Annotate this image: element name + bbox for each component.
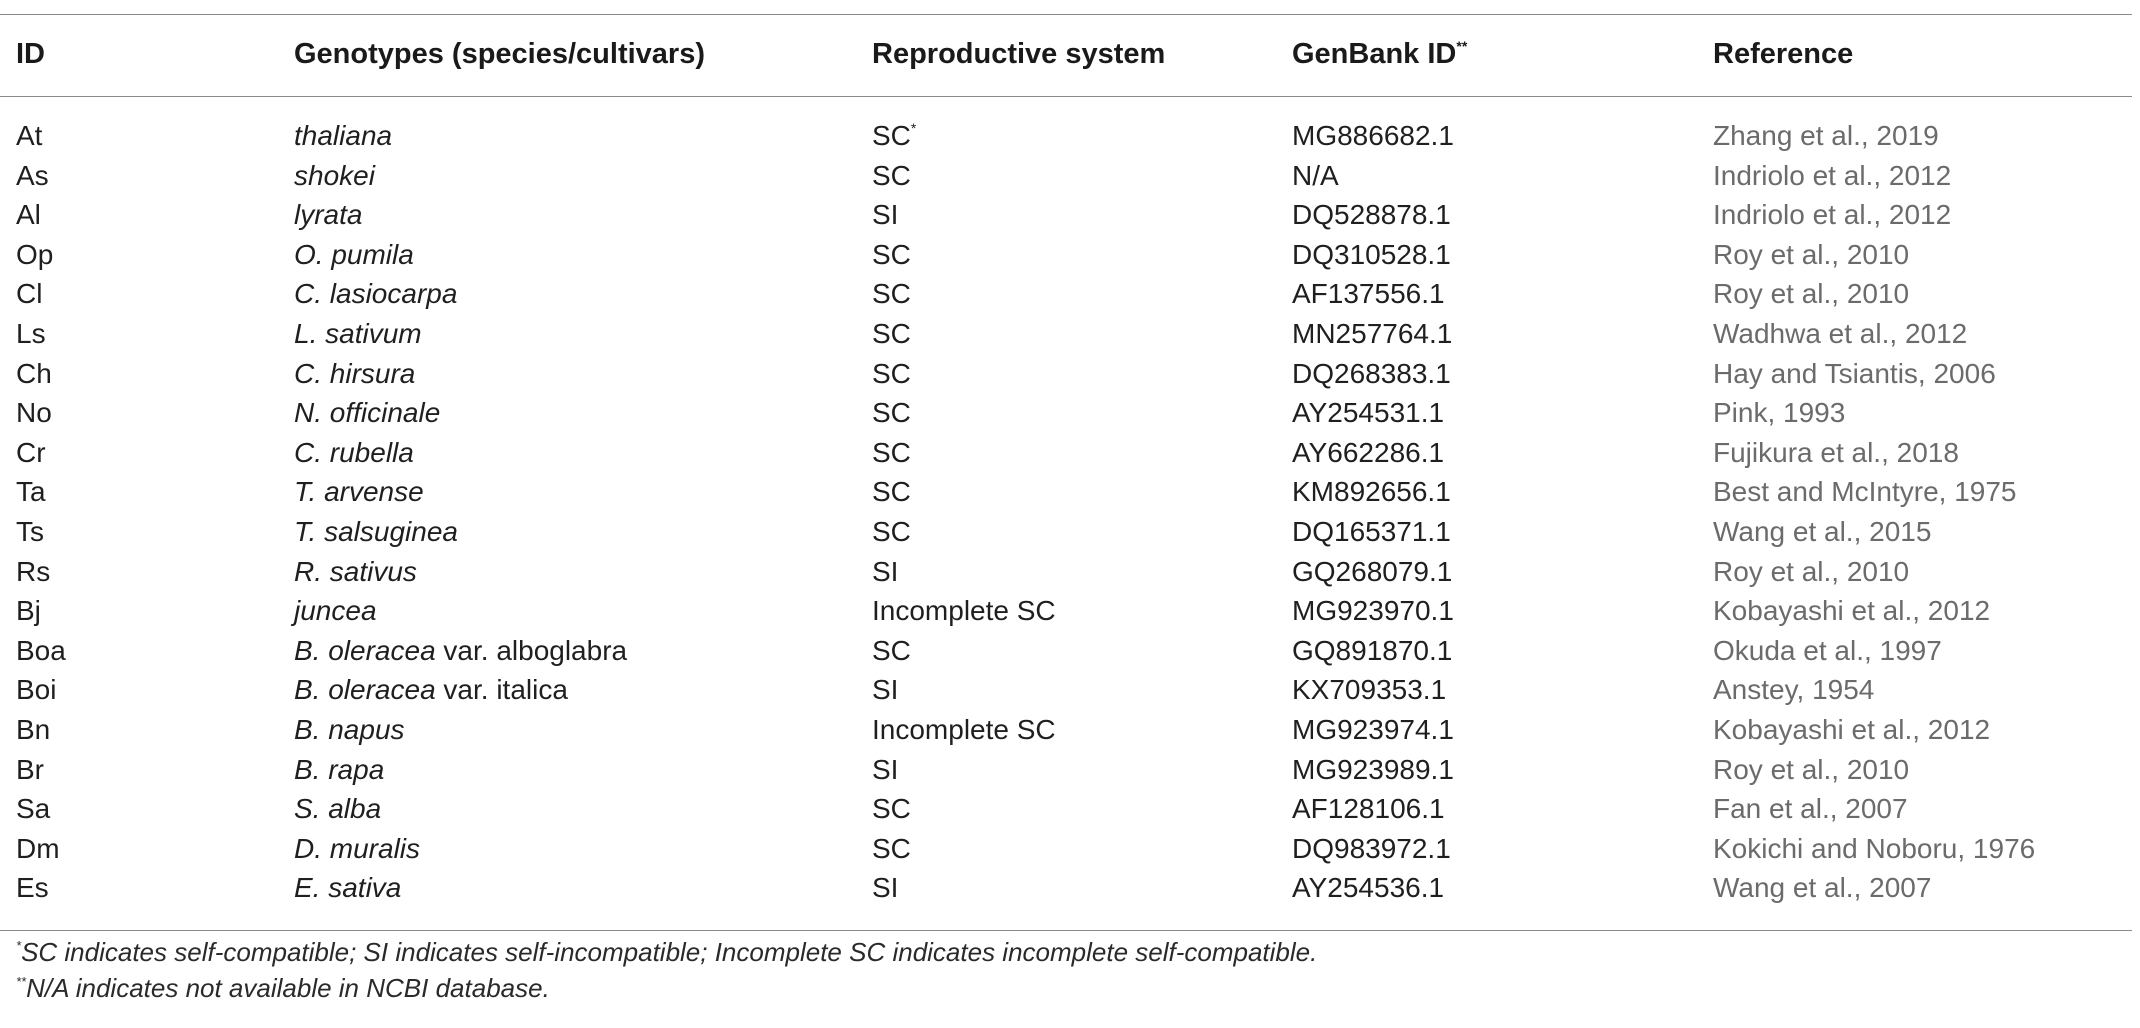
cell-genotype bbox=[294, 635, 627, 667]
cell-reproductive-system bbox=[872, 674, 898, 706]
cell-genbank-id: MG923974.1 bbox=[1292, 714, 1454, 745]
cell-reproductive-system bbox=[872, 397, 911, 429]
cell-genbank-id: MG886682.1 bbox=[1292, 120, 1454, 151]
cell-reproductive-value: SC bbox=[872, 476, 911, 508]
cell-genotype bbox=[294, 120, 392, 152]
cell-genbank-id: KM892656.1 bbox=[1292, 476, 1451, 508]
table-row bbox=[0, 674, 2132, 714]
cell-reproductive-system bbox=[872, 556, 898, 588]
cell-reproductive-system bbox=[872, 278, 911, 310]
cell-reproductive-system bbox=[872, 635, 911, 667]
cell-reference-link[interactable]: Fan et al., 2007 bbox=[1713, 793, 1908, 825]
cell-reference bbox=[1713, 635, 1942, 667]
cell-reference bbox=[1713, 160, 1951, 192]
cell-genotype bbox=[294, 358, 415, 390]
cell-genotype-species: lyrata bbox=[294, 199, 363, 231]
table-footnotes bbox=[16, 934, 1317, 1006]
cell-id: Ch bbox=[16, 357, 52, 389]
table-row bbox=[0, 754, 2132, 794]
cell-reproductive-value: SC bbox=[872, 634, 911, 666]
cell-genotype bbox=[294, 239, 414, 271]
cell-genotype bbox=[294, 754, 384, 786]
header-genotypes: Genotypes (species/cultivars) bbox=[294, 38, 705, 70]
cell-genbank-id: AY254536.1 bbox=[1292, 872, 1445, 904]
cell-id: Bj bbox=[16, 595, 41, 627]
cell-reference bbox=[1713, 476, 2017, 508]
cell-reproductive-system bbox=[872, 120, 916, 152]
cell-reference-link[interactable]: Wang et al., 2007 bbox=[1713, 872, 1932, 904]
cell-reference-link[interactable]: Kokichi and Noboru, 1976 bbox=[1713, 832, 2036, 864]
cell-reproductive-system bbox=[872, 239, 911, 271]
cell-reference-link[interactable]: Okuda et al., 1997 bbox=[1713, 634, 1942, 666]
cell-genotype-species: S. alba bbox=[294, 793, 382, 825]
cell-genbank-id: KX709353.1 bbox=[1292, 674, 1447, 706]
footnote-1-text: SC indicates self-compatible; SI indicates self-incompatible; Incomplete SC indicates incomplete self-compatible. bbox=[21, 937, 1318, 967]
cell-genbank-id: DQ165371.1 bbox=[1292, 516, 1451, 547]
cell-reproductive-value: SC bbox=[872, 832, 911, 864]
cell-id: Ls bbox=[16, 318, 46, 349]
cell-reproductive-system bbox=[872, 358, 911, 390]
table-row bbox=[0, 476, 2132, 516]
table-row bbox=[0, 556, 2132, 596]
cell-genotype bbox=[294, 872, 401, 904]
cell-reproductive-value: Incomplete SC bbox=[872, 595, 1056, 627]
cell-reference-link[interactable]: Kobayashi et al., 2012 bbox=[1713, 714, 1991, 745]
cell-reference bbox=[1713, 556, 1909, 588]
cell-reference bbox=[1713, 358, 1996, 390]
cell-reference bbox=[1713, 516, 1931, 548]
cell-id: Al bbox=[16, 199, 41, 231]
cell-genotype-species: T. arvense bbox=[294, 476, 424, 508]
cell-reproductive-value: SC bbox=[872, 516, 911, 547]
cell-genotype-species: T. salsuginea bbox=[294, 516, 458, 547]
cell-genotype-species: C. hirsura bbox=[294, 357, 416, 389]
cell-reference bbox=[1713, 239, 1909, 271]
cell-reproductive-value: SC bbox=[872, 793, 911, 825]
cell-genotype-species: shokei bbox=[294, 159, 375, 191]
header-genbank-marker: ** bbox=[1456, 38, 1468, 54]
cell-genbank-id: MG923970.1 bbox=[1292, 595, 1454, 627]
cell-reference bbox=[1713, 714, 1990, 746]
cell-genbank-id: AY662286.1 bbox=[1292, 436, 1445, 468]
cell-reference-link[interactable]: Wadhwa et al., 2012 bbox=[1713, 318, 1968, 349]
cell-id: Es bbox=[16, 872, 49, 904]
cell-genotype-species: juncea bbox=[294, 595, 377, 627]
cell-reference-link[interactable]: Kobayashi et al., 2012 bbox=[1713, 595, 1991, 627]
cell-id: Cr bbox=[16, 436, 46, 468]
cell-genotype bbox=[294, 437, 414, 469]
cell-reference bbox=[1713, 674, 1874, 706]
cell-reference bbox=[1713, 278, 1909, 310]
cell-reference-link[interactable]: Indriolo et al., 2012 bbox=[1713, 199, 1952, 231]
table-top-rule bbox=[0, 14, 2132, 15]
cell-genbank-id: DQ528878.1 bbox=[1292, 199, 1451, 231]
cell-reference bbox=[1713, 754, 1909, 786]
cell-reproductive-system bbox=[872, 714, 1056, 746]
cell-reproductive-value: Incomplete SC bbox=[872, 714, 1056, 745]
table-row bbox=[0, 437, 2132, 477]
table-row bbox=[0, 397, 2132, 437]
cell-id: Op bbox=[16, 238, 54, 270]
cell-reference-link[interactable]: Roy et al., 2010 bbox=[1713, 278, 1910, 310]
cell-genotype bbox=[294, 318, 422, 350]
cell-reproductive-value: SI bbox=[872, 753, 899, 785]
cell-reproductive-system bbox=[872, 516, 911, 548]
table-row bbox=[0, 635, 2132, 675]
cell-reproductive-system bbox=[872, 476, 911, 508]
cell-reference-link[interactable]: Best and McIntyre, 1975 bbox=[1713, 476, 2017, 508]
cell-reproductive-value: SC bbox=[872, 397, 911, 429]
cell-reproductive-system bbox=[872, 160, 911, 192]
cell-id: Boa bbox=[16, 634, 66, 666]
cell-genotype bbox=[294, 714, 405, 746]
cell-reproductive-system bbox=[872, 437, 911, 469]
cell-reference bbox=[1713, 318, 1967, 350]
table-row bbox=[0, 793, 2132, 833]
cell-reference bbox=[1713, 872, 1931, 904]
cell-reproductive-value: SC bbox=[872, 436, 911, 468]
cell-genotype-species: B. rapa bbox=[294, 753, 385, 785]
cell-genotype-species: B. oleracea bbox=[294, 634, 436, 666]
cell-reference-link[interactable]: Indriolo et al., 2012 bbox=[1713, 159, 1952, 191]
cell-genotype-variety: var. italica bbox=[435, 674, 568, 706]
cell-genotype bbox=[294, 476, 424, 508]
footnote-2-text: N/A indicates not available in NCBI database. bbox=[26, 973, 550, 1003]
cell-genotype bbox=[294, 595, 377, 627]
cell-genotype-species: O. pumila bbox=[294, 238, 414, 270]
cell-genbank-id: AF137556.1 bbox=[1292, 278, 1445, 310]
header-reference: Reference bbox=[1713, 38, 1854, 70]
cell-id: Sa bbox=[16, 793, 51, 825]
cell-reproductive-value: SC bbox=[872, 120, 911, 151]
cell-genotype-species: C. rubella bbox=[294, 436, 414, 468]
table-row bbox=[0, 833, 2132, 873]
cell-id: As bbox=[16, 159, 49, 191]
footnote-1-marker: * bbox=[16, 938, 22, 953]
cell-genbank-id: MG923989.1 bbox=[1292, 753, 1454, 785]
cell-reference-link[interactable]: Roy et al., 2010 bbox=[1713, 753, 1910, 785]
cell-reference bbox=[1713, 397, 1845, 429]
cell-reference bbox=[1713, 437, 1959, 469]
cell-reproductive-system bbox=[872, 318, 911, 350]
cell-reproductive-system bbox=[872, 199, 898, 231]
cell-reference-link[interactable]: Roy et al., 2010 bbox=[1713, 555, 1910, 587]
cell-reproductive-marker: * bbox=[910, 120, 917, 136]
cell-genotype bbox=[294, 793, 381, 825]
cell-genotype-species: R. sativus bbox=[294, 555, 417, 587]
cell-genbank-id: DQ983972.1 bbox=[1292, 832, 1451, 864]
cell-reference-link[interactable]: Roy et al., 2010 bbox=[1713, 238, 1910, 270]
table-header-rule bbox=[0, 96, 2132, 97]
cell-reference bbox=[1713, 120, 1939, 152]
cell-reproductive-value: SC bbox=[872, 278, 911, 310]
table-row bbox=[0, 318, 2132, 358]
cell-genotype-species: E. sativa bbox=[294, 872, 402, 904]
cell-reference-link[interactable]: Pink, 1993 bbox=[1713, 397, 1846, 429]
header-genbank-id bbox=[1292, 38, 1467, 71]
table-row bbox=[0, 120, 2132, 160]
cell-genotype bbox=[294, 199, 362, 231]
cell-reproductive-system bbox=[872, 793, 911, 825]
cell-genbank-id: GQ268079.1 bbox=[1292, 555, 1453, 587]
cell-genbank-id: DQ310528.1 bbox=[1292, 238, 1451, 270]
cell-reference-link[interactable]: Wang et al., 2015 bbox=[1713, 516, 1932, 547]
footnote-2-marker: ** bbox=[16, 974, 27, 989]
cell-genotype-species: B. oleracea bbox=[294, 674, 436, 706]
cell-reference-link[interactable]: Anstey, 1954 bbox=[1713, 674, 1875, 706]
cell-reference-link[interactable]: Fujikura et al., 2018 bbox=[1713, 436, 1959, 468]
table-row bbox=[0, 872, 2132, 912]
cell-id: Bn bbox=[16, 714, 51, 745]
table-row bbox=[0, 160, 2132, 200]
cell-reproductive-value: SC bbox=[872, 357, 911, 389]
header-id: ID bbox=[16, 38, 45, 70]
table-bottom-rule bbox=[0, 930, 2132, 931]
table-row bbox=[0, 595, 2132, 635]
cell-reproductive-value: SI bbox=[872, 872, 899, 904]
cell-genotype bbox=[294, 674, 568, 706]
cell-genbank-id: AF128106.1 bbox=[1292, 793, 1445, 825]
cell-genotype-species: thaliana bbox=[294, 120, 393, 151]
table-row bbox=[0, 199, 2132, 239]
cell-genotype bbox=[294, 160, 375, 192]
cell-reproductive-system bbox=[872, 833, 911, 865]
cell-reproductive-value: SI bbox=[872, 674, 899, 706]
cell-genotype bbox=[294, 556, 417, 588]
cell-genotype-species: D. muralis bbox=[294, 832, 421, 864]
cell-id: Ts bbox=[16, 516, 44, 547]
cell-reference bbox=[1713, 199, 1951, 231]
cell-genotype bbox=[294, 278, 457, 310]
cell-genotype bbox=[294, 833, 420, 865]
header-genbank-label: GenBank ID bbox=[1292, 38, 1457, 70]
table-row bbox=[0, 278, 2132, 318]
cell-genbank-id: DQ268383.1 bbox=[1292, 357, 1451, 389]
cell-id: Boi bbox=[16, 674, 57, 706]
cell-reference bbox=[1713, 833, 2035, 865]
cell-reproductive-value: SC bbox=[872, 238, 911, 270]
cell-genbank-id: N/A bbox=[1292, 159, 1339, 191]
cell-reproductive-value: SI bbox=[872, 555, 899, 587]
table-row bbox=[0, 516, 2132, 556]
cell-reference bbox=[1713, 793, 1908, 825]
cell-genotype-species: L. sativum bbox=[294, 318, 422, 349]
header-reproductive-system: Reproductive system bbox=[872, 38, 1166, 70]
cell-genotype-species: N. officinale bbox=[294, 397, 441, 429]
cell-reproductive-value: SC bbox=[872, 159, 911, 191]
cell-reference-link[interactable]: Zhang et al., 2019 bbox=[1713, 120, 1939, 151]
cell-reproductive-value: SI bbox=[872, 199, 899, 231]
cell-reproductive-system bbox=[872, 872, 898, 904]
table-row bbox=[0, 239, 2132, 279]
cell-reference bbox=[1713, 595, 1990, 627]
cell-genotype-species: C. lasiocarpa bbox=[294, 278, 458, 310]
table-row bbox=[0, 714, 2132, 754]
cell-id: Dm bbox=[16, 832, 60, 864]
cell-genbank-id: GQ891870.1 bbox=[1292, 634, 1453, 666]
table-row bbox=[0, 358, 2132, 398]
cell-genbank-id: MN257764.1 bbox=[1292, 318, 1453, 349]
cell-reproductive-system bbox=[872, 754, 898, 786]
footnote-1 bbox=[16, 934, 1317, 970]
cell-genbank-id: AY254531.1 bbox=[1292, 397, 1445, 429]
cell-genotype bbox=[294, 516, 458, 548]
cell-id: Cl bbox=[16, 278, 43, 310]
cell-reference-link[interactable]: Hay and Tsiantis, 2006 bbox=[1713, 357, 1996, 389]
cell-genotype-species: B. napus bbox=[294, 714, 405, 745]
cell-id: At bbox=[16, 120, 43, 151]
cell-id: Br bbox=[16, 753, 44, 785]
cell-id: Rs bbox=[16, 555, 51, 587]
cell-genotype-variety: var. alboglabra bbox=[435, 634, 628, 666]
cell-reproductive-value: SC bbox=[872, 318, 911, 349]
cell-id: Ta bbox=[16, 476, 46, 508]
table-header-row bbox=[0, 38, 2132, 78]
footnote-2 bbox=[16, 970, 1317, 1006]
cell-genotype bbox=[294, 397, 440, 429]
cell-reproductive-system bbox=[872, 595, 1056, 627]
cell-id: No bbox=[16, 397, 52, 429]
